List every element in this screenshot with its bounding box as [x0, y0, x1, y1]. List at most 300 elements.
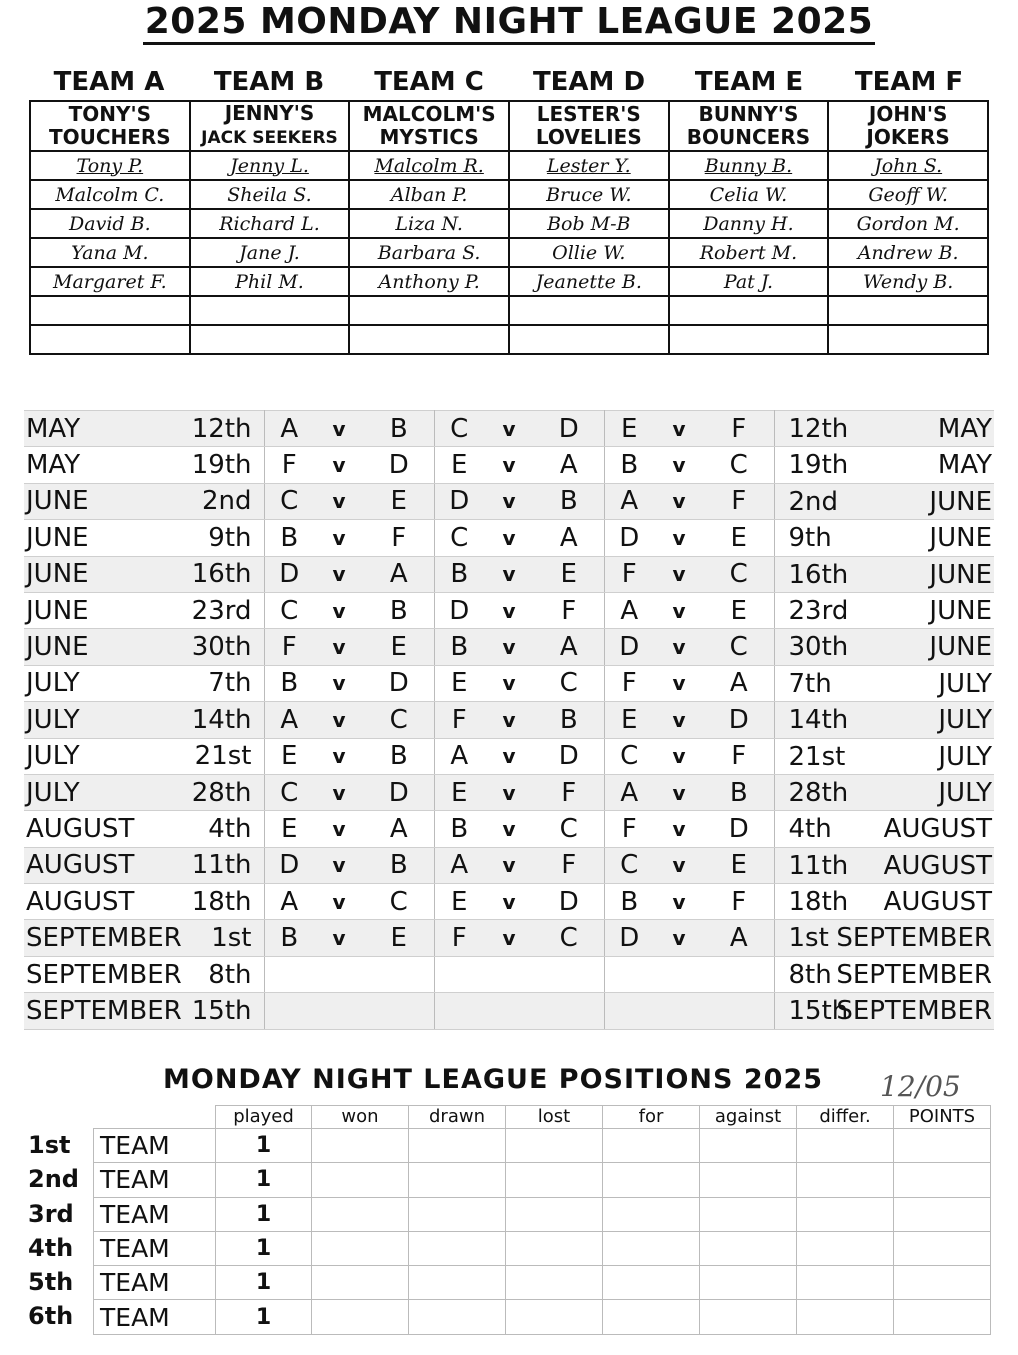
player-row [30, 325, 988, 354]
away-team: A [704, 920, 774, 956]
fixture-date-cell-right [774, 483, 994, 519]
position-labels [28, 1128, 79, 1334]
team-name-line1: MALCOLM'S [362, 102, 496, 126]
fixture-month: JULY [26, 741, 80, 772]
home-team: B [434, 811, 484, 847]
player-name: David B. [69, 212, 151, 235]
home-team: D [604, 629, 654, 665]
player-name: Andrew B. [857, 241, 959, 264]
stat-cell [797, 1266, 894, 1300]
fixture-day: 12th [191, 413, 252, 444]
played-cell: 1 [216, 1197, 312, 1231]
fixture-month: SEPTEMBER [836, 959, 992, 990]
stat-cell [312, 1129, 409, 1163]
fixture-row [24, 884, 994, 920]
player-row [30, 296, 988, 325]
stat-cell [894, 1266, 991, 1300]
player-cell [828, 267, 988, 296]
fixture-date-cell-right [774, 592, 994, 628]
player-cell [669, 267, 829, 296]
fixture-date-cell-right [774, 774, 994, 810]
versus-label: v [654, 847, 704, 883]
versus-label: v [654, 447, 704, 483]
versus-label: v [654, 738, 704, 774]
empty-game-cell [434, 956, 604, 992]
fixture-date-cell [24, 665, 264, 701]
stat-cell [700, 1300, 797, 1334]
player-cell [349, 209, 509, 238]
home-team: F [264, 447, 314, 483]
player-name: Wendy B. [862, 270, 954, 293]
player-cell [30, 209, 190, 238]
fixture-date-cell-right [774, 629, 994, 665]
fixture-day: 18th [191, 886, 252, 917]
player-cell [509, 267, 669, 296]
versus-label: v [314, 447, 364, 483]
stat-cell [797, 1231, 894, 1265]
position-rank: 3rd [28, 1199, 74, 1228]
away-team: B [534, 483, 604, 519]
stat-cell [603, 1129, 700, 1163]
home-team: A [604, 592, 654, 628]
home-team: B [264, 665, 314, 701]
stat-cell [603, 1266, 700, 1300]
player-cell [669, 238, 829, 267]
column-header: differ. [797, 1106, 894, 1129]
fixture-month: JUNE [26, 522, 89, 553]
home-team: E [434, 884, 484, 920]
fixture-day: 8th [788, 959, 832, 990]
fixture-day: 30th [788, 632, 849, 663]
player-name: Jane J. [239, 241, 300, 264]
position-rank: 4th [28, 1233, 74, 1262]
fixture-day: 2nd [788, 486, 839, 517]
positions-title: MONDAY NIGHT LEAGUE POSITIONS 2025 [163, 1064, 824, 1095]
team-name-cell [190, 101, 350, 151]
player-name: Phil M. [235, 270, 304, 293]
team-name-line2: JACK SEEKERS [201, 128, 338, 148]
fixtures-table [24, 410, 994, 1030]
versus-label: v [654, 665, 704, 701]
fixture-date-cell-right [774, 884, 994, 920]
team-name-cell [828, 101, 988, 151]
fixture-date-cell [24, 811, 264, 847]
stat-cell [312, 1266, 409, 1300]
player-cell [349, 151, 509, 180]
player-name: Jenny L. [230, 154, 309, 177]
team-name-line2: TOUCHERS [48, 125, 171, 149]
fixture-month: AUGUST [883, 850, 992, 881]
player-name: Jeanette B. [535, 270, 642, 293]
player-cell [349, 325, 509, 354]
away-team: B [364, 592, 434, 628]
fixture-date-cell [24, 520, 264, 556]
fixture-day: 23rd [191, 595, 252, 626]
fixture-row [24, 774, 994, 810]
fixture-month: JULY [26, 777, 80, 808]
player-name: Tony P. [76, 154, 144, 177]
fixture-row [24, 556, 994, 592]
home-team: A [264, 702, 314, 738]
team-header: TEAM F [854, 67, 964, 97]
player-name: Pat J. [723, 270, 774, 293]
stat-cell [894, 1231, 991, 1265]
player-name: Lester Y. [546, 154, 631, 177]
fixture-month: MAY [26, 413, 81, 444]
versus-label: v [314, 774, 364, 810]
home-team: C [604, 738, 654, 774]
position-rank: 2nd [28, 1165, 79, 1194]
team-header: TEAM D [532, 67, 646, 97]
fixture-month: SEPTEMBER [26, 995, 182, 1026]
player-cell [669, 151, 829, 180]
fixture-date-cell [24, 629, 264, 665]
home-team: D [264, 847, 314, 883]
away-team: C [364, 702, 434, 738]
stat-cell [312, 1197, 409, 1231]
away-team: D [364, 447, 434, 483]
player-cell [190, 180, 350, 209]
player-row [30, 238, 988, 267]
fixture-day: 16th [191, 559, 252, 590]
versus-label: v [654, 592, 704, 628]
away-team: F [534, 774, 604, 810]
player-name: Alban P. [390, 183, 468, 206]
player-cell [30, 325, 190, 354]
versus-label: v [484, 411, 534, 447]
column-header: drawn [409, 1106, 506, 1129]
versus-label: v [654, 774, 704, 810]
versus-label: v [314, 920, 364, 956]
team-cell: TEAM [94, 1266, 216, 1300]
away-team: C [534, 811, 604, 847]
versus-label: v [484, 483, 534, 519]
away-team: D [534, 738, 604, 774]
player-cell [828, 209, 988, 238]
team-roster-table [29, 100, 989, 355]
handwritten-date: 12/05 [880, 1070, 961, 1103]
versus-label: v [654, 556, 704, 592]
fixture-month: JUNE [26, 486, 89, 517]
team-header: TEAM B [213, 67, 325, 97]
fixture-day: 12th [788, 414, 849, 444]
player-name: Geoff W. [868, 183, 948, 206]
away-team: F [534, 847, 604, 883]
player-row [30, 267, 988, 296]
versus-label: v [314, 665, 364, 701]
fixture-day: 21st [788, 741, 846, 772]
stat-cell [506, 1300, 603, 1334]
header-blank [94, 1106, 216, 1129]
player-cell [828, 296, 988, 325]
column-header: POINTS [894, 1106, 991, 1129]
fixture-month: AUGUST [26, 886, 135, 917]
fixture-month: SEPTEMBER [26, 923, 182, 954]
versus-label: v [654, 411, 704, 447]
versus-label: v [484, 556, 534, 592]
fixture-month: AUGUST [26, 813, 135, 844]
player-cell [190, 238, 350, 267]
stat-cell [603, 1300, 700, 1334]
played-cell: 1 [216, 1300, 312, 1334]
fixture-date-cell-right [774, 738, 994, 774]
position-rank: 6th [28, 1302, 74, 1331]
fixture-month: MAY [937, 414, 992, 444]
team-name-cell [349, 101, 509, 151]
fixture-date-cell-right [774, 702, 994, 738]
team-name-cell [509, 101, 669, 151]
away-team: F [704, 483, 774, 519]
empty-game-cell [264, 956, 434, 992]
versus-label: v [314, 811, 364, 847]
fixture-month: JULY [26, 668, 80, 699]
positions-row [94, 1163, 991, 1197]
stat-cell [603, 1231, 700, 1265]
versus-label: v [484, 520, 534, 556]
player-cell [509, 238, 669, 267]
positions-row [94, 1129, 991, 1163]
team-name-line2: BOUNCERS [686, 125, 811, 149]
home-team: F [604, 811, 654, 847]
team-name-row [30, 101, 988, 151]
away-team: A [534, 447, 604, 483]
away-team: F [364, 520, 434, 556]
fixture-month: JUNE [929, 559, 992, 590]
team-name-line2: JOKERS [866, 125, 950, 149]
versus-label: v [654, 629, 704, 665]
player-row [30, 209, 988, 238]
home-team: D [604, 520, 654, 556]
player-cell [190, 151, 350, 180]
fixture-row [24, 956, 994, 992]
team-header: TEAM C [374, 67, 484, 97]
versus-label: v [314, 411, 364, 447]
positions-table [93, 1105, 991, 1335]
stat-cell [797, 1300, 894, 1334]
player-name: Gordon M. [856, 212, 960, 235]
player-name: Sheila S. [227, 183, 312, 206]
player-cell [30, 238, 190, 267]
home-team: E [604, 702, 654, 738]
versus-label: v [654, 702, 704, 738]
team-header: TEAM E [694, 67, 804, 97]
page-title [0, 0, 1018, 44]
fixture-month: AUGUST [26, 850, 135, 881]
versus-label: v [314, 592, 364, 628]
home-team: C [604, 847, 654, 883]
stat-cell [312, 1163, 409, 1197]
position-rank: 1st [28, 1131, 71, 1159]
away-team: D [364, 665, 434, 701]
away-team: A [364, 556, 434, 592]
player-name: Malcolm R. [374, 154, 484, 177]
player-cell [509, 325, 669, 354]
fixture-day: 14th [191, 704, 252, 735]
team-name-line1: TONY'S [68, 102, 152, 126]
stat-cell [312, 1231, 409, 1265]
versus-label: v [484, 665, 534, 701]
fixture-row [24, 702, 994, 738]
fixture-month: JULY [938, 668, 992, 699]
home-team: C [434, 520, 484, 556]
fixture-date-cell [24, 592, 264, 628]
away-team: F [704, 738, 774, 774]
stat-cell [312, 1300, 409, 1334]
home-team: C [264, 592, 314, 628]
fixture-month: SEPTEMBER [836, 996, 992, 1027]
player-cell [349, 296, 509, 325]
fixture-row [24, 483, 994, 519]
team-name-line2: MYSTICS [379, 125, 479, 149]
fixture-month: JULY [938, 777, 992, 808]
versus-label: v [314, 483, 364, 519]
home-team: E [604, 411, 654, 447]
empty-game-cell [604, 956, 774, 992]
away-team: A [534, 520, 604, 556]
fixture-date-cell-right [774, 847, 994, 883]
fixture-month: JUNE [929, 595, 992, 626]
home-team: B [604, 884, 654, 920]
empty-game-cell [604, 993, 774, 1029]
fixture-month: MAY [26, 450, 81, 481]
fixture-day: 15th [788, 996, 849, 1027]
player-name: Malcolm C. [55, 183, 165, 206]
fixture-day: 9th [788, 523, 832, 554]
away-team: A [704, 665, 774, 701]
player-name: Danny H. [703, 212, 794, 235]
stat-cell [506, 1231, 603, 1265]
stat-cell [409, 1163, 506, 1197]
fixture-month: JUNE [26, 559, 89, 590]
team-name-line1: LESTER'S [536, 102, 641, 126]
fixture-row [24, 520, 994, 556]
stat-cell [506, 1266, 603, 1300]
home-team: A [264, 411, 314, 447]
player-cell [828, 238, 988, 267]
player-name: Liza N. [395, 212, 463, 235]
fixture-day: 14th [788, 705, 849, 736]
positions-row [94, 1197, 991, 1231]
fixture-day: 19th [191, 450, 252, 481]
position-rank: 5th [28, 1268, 74, 1297]
player-cell [828, 180, 988, 209]
positions-row [94, 1266, 991, 1300]
stat-cell [506, 1197, 603, 1231]
fixture-date-cell [24, 774, 264, 810]
fixture-month: JUNE [929, 486, 992, 517]
played-cell: 1 [216, 1163, 312, 1197]
home-team: C [264, 483, 314, 519]
away-team: B [364, 411, 434, 447]
fixture-day: 21st [194, 741, 252, 772]
stat-cell [700, 1163, 797, 1197]
fixture-date-cell-right [774, 811, 994, 847]
away-team: B [364, 738, 434, 774]
versus-label: v [484, 629, 534, 665]
player-name: Yana M. [71, 241, 149, 264]
home-team: B [264, 920, 314, 956]
versus-label: v [484, 702, 534, 738]
fixture-date-cell-right [774, 993, 994, 1029]
player-rows [30, 151, 988, 354]
stat-cell [797, 1129, 894, 1163]
away-team: F [534, 592, 604, 628]
away-team: E [704, 520, 774, 556]
player-cell [509, 151, 669, 180]
fixture-month: JUNE [929, 523, 992, 554]
stat-cell [797, 1197, 894, 1231]
fixture-day: 8th [208, 959, 252, 990]
player-cell [190, 325, 350, 354]
stat-cell [894, 1197, 991, 1231]
player-name: Margaret F. [53, 270, 167, 293]
player-name: Bob M-B [547, 212, 631, 235]
player-name: Richard L. [219, 212, 320, 235]
away-team: B [534, 702, 604, 738]
fixture-date-cell-right [774, 520, 994, 556]
player-name: John S. [874, 154, 943, 177]
column-header: played [216, 1106, 312, 1129]
stat-cell [409, 1231, 506, 1265]
empty-game-cell [434, 993, 604, 1029]
fixture-row [24, 592, 994, 628]
team-name-cell [669, 101, 829, 151]
column-header: lost [506, 1106, 603, 1129]
home-team: A [604, 774, 654, 810]
fixture-month: JUNE [26, 632, 89, 663]
away-team: D [534, 411, 604, 447]
away-team: D [704, 811, 774, 847]
fixture-date-cell [24, 556, 264, 592]
fixture-row [24, 738, 994, 774]
away-team: C [704, 629, 774, 665]
stat-cell [409, 1300, 506, 1334]
fixture-day: 16th [788, 559, 849, 590]
home-team: B [604, 447, 654, 483]
stat-cell [603, 1163, 700, 1197]
away-team: E [704, 592, 774, 628]
fixture-day: 2nd [201, 486, 252, 517]
player-cell [509, 296, 669, 325]
versus-label: v [314, 629, 364, 665]
versus-label: v [314, 520, 364, 556]
stat-cell [409, 1266, 506, 1300]
home-team: D [604, 920, 654, 956]
played-cell: 1 [216, 1266, 312, 1300]
fixture-month: JUNE [929, 632, 992, 663]
home-team: E [434, 447, 484, 483]
fixture-row [24, 665, 994, 701]
away-team: C [704, 556, 774, 592]
player-cell [349, 180, 509, 209]
player-cell [349, 238, 509, 267]
fixture-row [24, 920, 994, 956]
fixture-date-cell [24, 847, 264, 883]
fixture-date-cell [24, 738, 264, 774]
home-team: D [434, 483, 484, 519]
stat-cell [700, 1266, 797, 1300]
home-team: A [434, 847, 484, 883]
fixture-month: MAY [937, 450, 992, 481]
fixture-date-cell-right [774, 956, 994, 992]
stat-cell [409, 1197, 506, 1231]
team-cell: TEAM [94, 1163, 216, 1197]
home-team: A [264, 884, 314, 920]
fixture-date-cell [24, 956, 264, 992]
fixture-month: JUNE [26, 595, 89, 626]
away-team: D [534, 884, 604, 920]
away-team: A [534, 629, 604, 665]
